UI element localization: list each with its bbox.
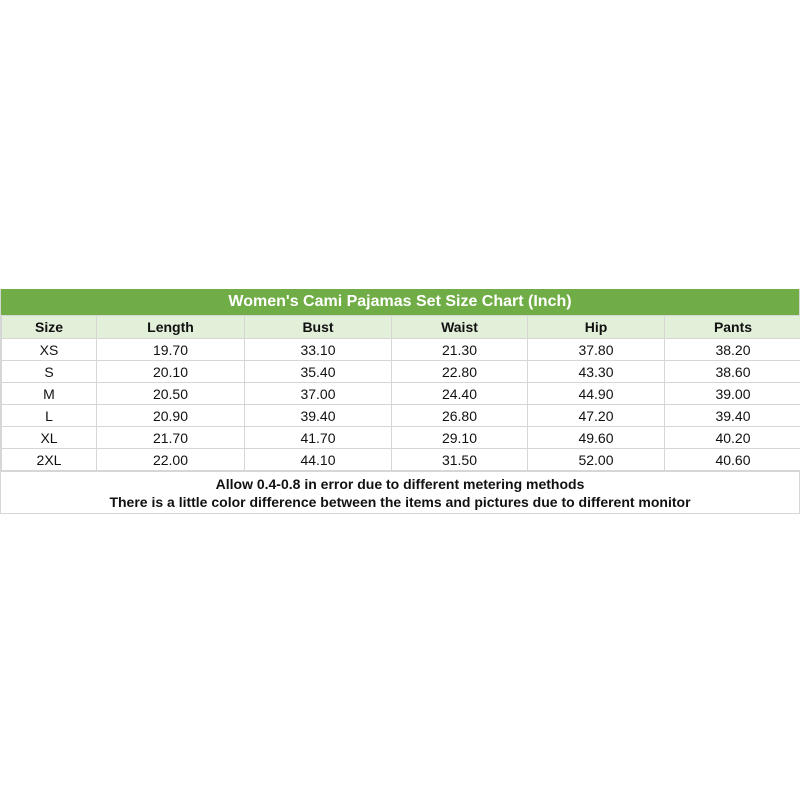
column-header-bust: Bust [245, 316, 392, 339]
cell-waist: 26.80 [392, 405, 528, 427]
cell-hip: 37.80 [528, 339, 665, 361]
cell-length: 20.10 [97, 361, 245, 383]
cell-length: 21.70 [97, 427, 245, 449]
cell-pants: 40.20 [665, 427, 800, 449]
cell-hip: 49.60 [528, 427, 665, 449]
cell-length: 20.50 [97, 383, 245, 405]
cell-bust: 39.40 [245, 405, 392, 427]
cell-bust: 35.40 [245, 361, 392, 383]
notes [1, 471, 799, 514]
table-row [2, 405, 800, 427]
cell-waist: 31.50 [392, 449, 528, 471]
table-row [2, 383, 800, 405]
size-table [1, 315, 800, 471]
cell-length: 20.90 [97, 405, 245, 427]
cell-waist: 29.10 [392, 427, 528, 449]
column-header-pants: Pants [665, 316, 800, 339]
cell-length: 22.00 [97, 449, 245, 471]
cell-waist: 24.40 [392, 383, 528, 405]
size-chart [0, 289, 800, 514]
cell-pants: 39.00 [665, 383, 800, 405]
note-color-difference: There is a little color difference between the items and pictures due to different monitor [109, 494, 691, 510]
cell-pants: 38.20 [665, 339, 800, 361]
header-row [2, 316, 800, 339]
cell-bust: 33.10 [245, 339, 392, 361]
cell-bust: 37.00 [245, 383, 392, 405]
cell-size: XS [2, 339, 97, 361]
column-header-waist: Waist [392, 316, 528, 339]
column-header-hip: Hip [528, 316, 665, 339]
cell-pants: 39.40 [665, 405, 800, 427]
cell-size: L [2, 405, 97, 427]
cell-size: M [2, 383, 97, 405]
cell-waist: 22.80 [392, 361, 528, 383]
table-row [2, 339, 800, 361]
cell-length: 19.70 [97, 339, 245, 361]
cell-size: S [2, 361, 97, 383]
cell-bust: 44.10 [245, 449, 392, 471]
cell-hip: 47.20 [528, 405, 665, 427]
cell-size: 2XL [2, 449, 97, 471]
cell-bust: 41.70 [245, 427, 392, 449]
cell-hip: 44.90 [528, 383, 665, 405]
note-measurement-error: Allow 0.4-0.8 in error due to different metering methods [215, 476, 585, 492]
table-row [2, 449, 800, 471]
cell-size: XL [2, 427, 97, 449]
table-row [2, 427, 800, 449]
cell-hip: 43.30 [528, 361, 665, 383]
column-header-size: Size [2, 316, 97, 339]
table-row [2, 361, 800, 383]
cell-waist: 21.30 [392, 339, 528, 361]
cell-hip: 52.00 [528, 449, 665, 471]
column-header-length: Length [97, 316, 245, 339]
cell-pants: 38.60 [665, 361, 800, 383]
chart-title: Women's Cami Pajamas Set Size Chart (Inch) [1, 289, 799, 315]
cell-pants: 40.60 [665, 449, 800, 471]
